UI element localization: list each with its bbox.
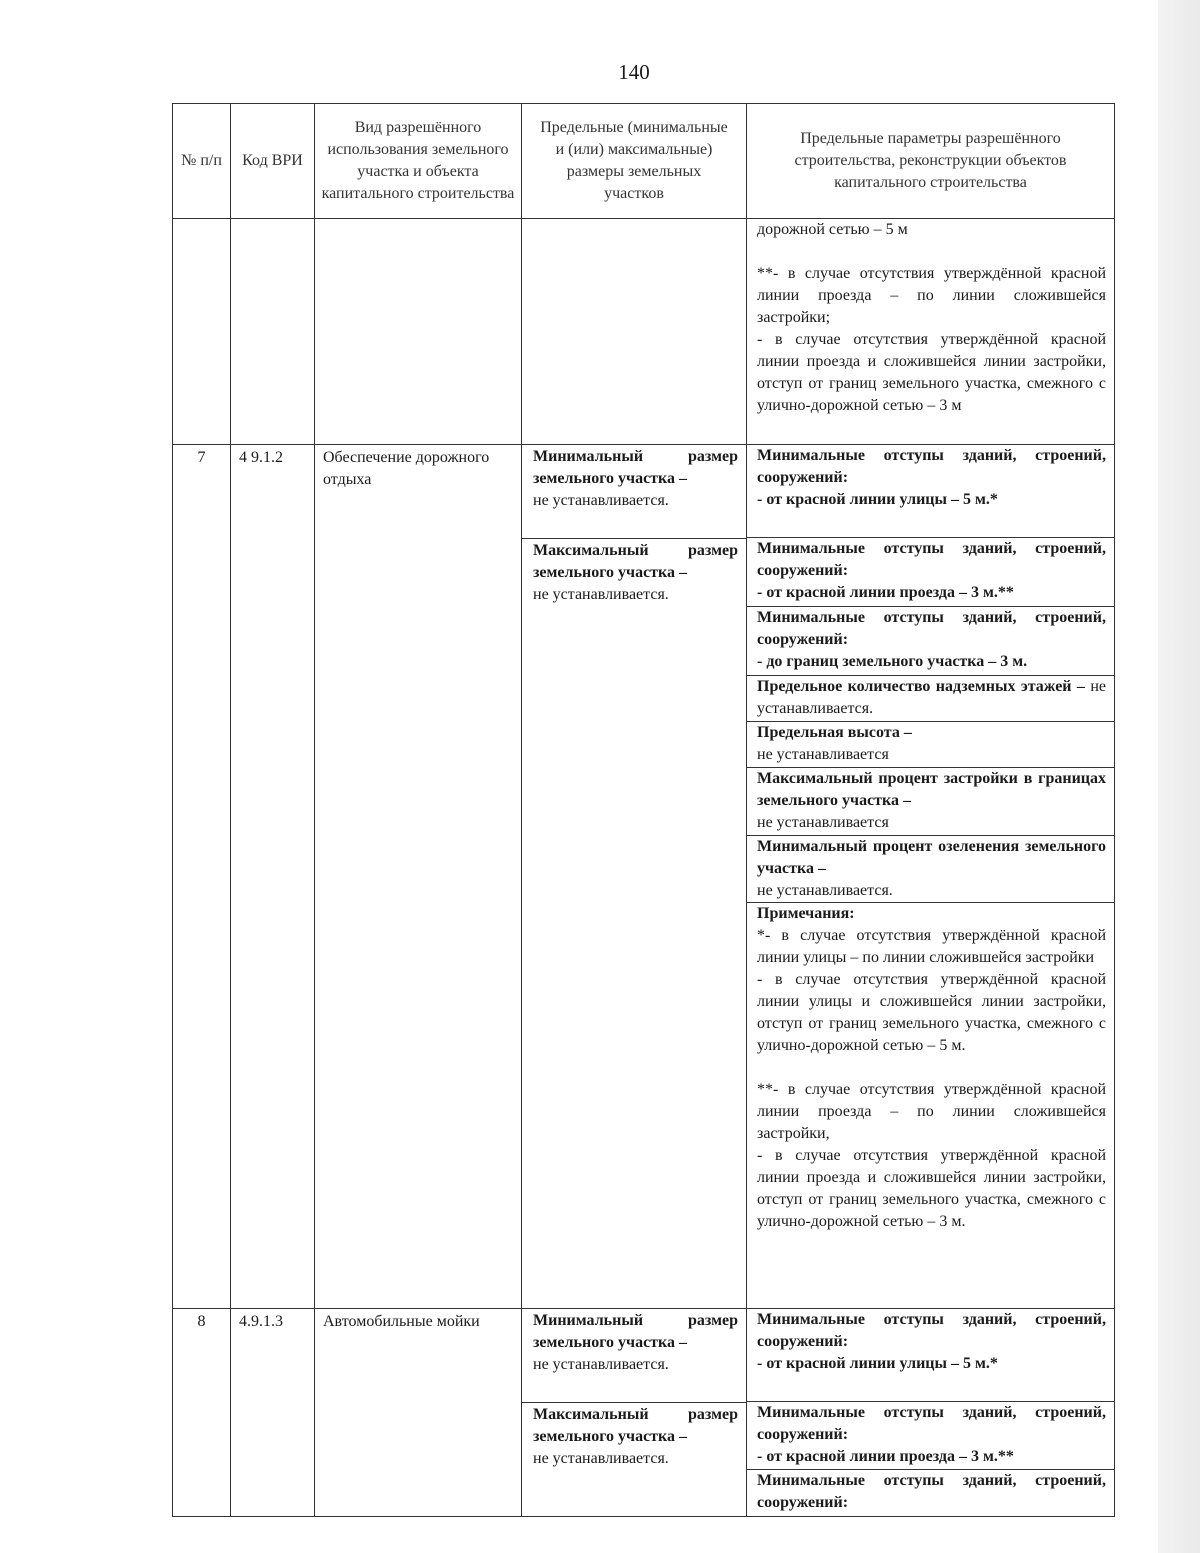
- table-row-7: [173, 445, 1115, 1309]
- min-size-value: не устанавливается.: [533, 492, 669, 509]
- header-num: № п/п: [173, 104, 231, 219]
- min-size-cell: [522, 445, 746, 538]
- max-size-value: не устанавливается.: [533, 1450, 669, 1467]
- page-number: 140: [618, 60, 650, 84]
- row-sizes: [522, 445, 747, 1309]
- row-params: [747, 445, 1115, 1309]
- param-max-height: Предельная высота – не устанавливается: [747, 721, 1114, 767]
- table-row-8: [173, 1309, 1115, 1517]
- row-sizes: [522, 1309, 747, 1517]
- continuation-line: дорожной сетью – 5 м: [757, 221, 908, 238]
- row-code: 4 9.1.2: [231, 445, 315, 1309]
- param-min-setback-street: Минимальные отступы зданий, строений, сооружений: - от красной линии улицы – 5 м.*: [757, 1311, 1106, 1372]
- param-max-floors: Предельное количество надземных этажей – не устанавливается.: [747, 675, 1114, 721]
- param-min-setback-passage: Минимальные отступы зданий, строений, сооружений: - от красной линии проезда – 3 м.**: [747, 537, 1114, 606]
- param-max-coverage: Максимальный процент застройки в границах земельного участка – не устанавливается: [747, 767, 1114, 835]
- table-header-row: [173, 104, 1115, 219]
- row-name: Обеспечение дорожного отдыха: [315, 445, 522, 1309]
- header-params: Предельные параметры разрешённого строительства, реконструкции объектов капитального строительства: [747, 104, 1115, 219]
- row-name: Автомобильные мойки: [315, 1309, 522, 1517]
- max-size-value: не устанавливается.: [533, 586, 669, 603]
- continuation-params: [747, 219, 1115, 445]
- scan-edge: [1158, 0, 1200, 1553]
- param-min-setback-street: Минимальные отступы зданий, строений, сооружений: - от красной линии улицы – 5 м.*: [757, 447, 1106, 508]
- max-size-label: Максимальный размер земельного участка –: [533, 1406, 738, 1445]
- continuation-line: **- в случае отсутствия утверждённой красной линии проезда – по линии сложившейся застройки;: [757, 265, 1106, 326]
- max-size-cell: [522, 538, 746, 610]
- row-number: 7: [173, 445, 231, 1309]
- header-type: Вид разрешённого использования земельного участка и объекта капитального строительства: [315, 104, 522, 219]
- regulations-table: [172, 103, 1115, 1517]
- continuation-line: - в случае отсутствия утверждённой красной линии проезда и сложившейся линии застройки, отступ от границ земельного участка, смежного с улично-дорожной сетью – 3 м: [757, 331, 1106, 414]
- table-row-continuation: [173, 219, 1115, 445]
- param-min-setback-boundary: Минимальные отступы зданий, строений, сооружений: - до границ земельного участка – 3 м.: [747, 606, 1114, 675]
- param-min-setback-passage: Минимальные отступы зданий, строений, сооружений: - от красной линии проезда – 3 м.**: [747, 1401, 1114, 1469]
- param-min-setback-boundary: Минимальные отступы зданий, строений, сооружений:: [747, 1469, 1114, 1515]
- header-code: Код ВРИ: [231, 104, 315, 219]
- min-size-cell: [522, 1309, 746, 1402]
- min-size-value: не устанавливается.: [533, 1356, 669, 1373]
- row-params: [747, 1309, 1115, 1517]
- row-code: 4.9.1.3: [231, 1309, 315, 1517]
- param-min-greenery: Минимальный процент озеленения земельного участка – не устанавливается.: [747, 835, 1114, 902]
- max-size-cell: [522, 1402, 746, 1516]
- min-size-label: Минимальный размер земельного участка –: [533, 448, 738, 487]
- max-size-label: Максимальный размер земельного участка –: [533, 542, 738, 581]
- row-number: 8: [173, 1309, 231, 1517]
- min-size-label: Минимальный размер земельного участка –: [533, 1312, 738, 1351]
- param-notes: Примечания: *- в случае отсутствия утверждённой красной линии улицы – по линии сложившейся застройки - в случае отсутствия утверждённой красной линии улицы и сложившейся линии застройки, отступ от границ земельного участка, смежного с улично-дорожной сетью – 5 м. **- в случае отсутствия утверждённой красной линии проезда – по линии сложившейся застройки, - в случае отсутствия утверждённой красной линии проезда и сложившейся линии застройки, отступ от границ земельного участка, смежного с улично-дорожной сетью – 3 м.: [747, 902, 1114, 1308]
- header-sizes: Предельные (минимальные и (или) максимальные) размеры земельных участков: [522, 104, 747, 219]
